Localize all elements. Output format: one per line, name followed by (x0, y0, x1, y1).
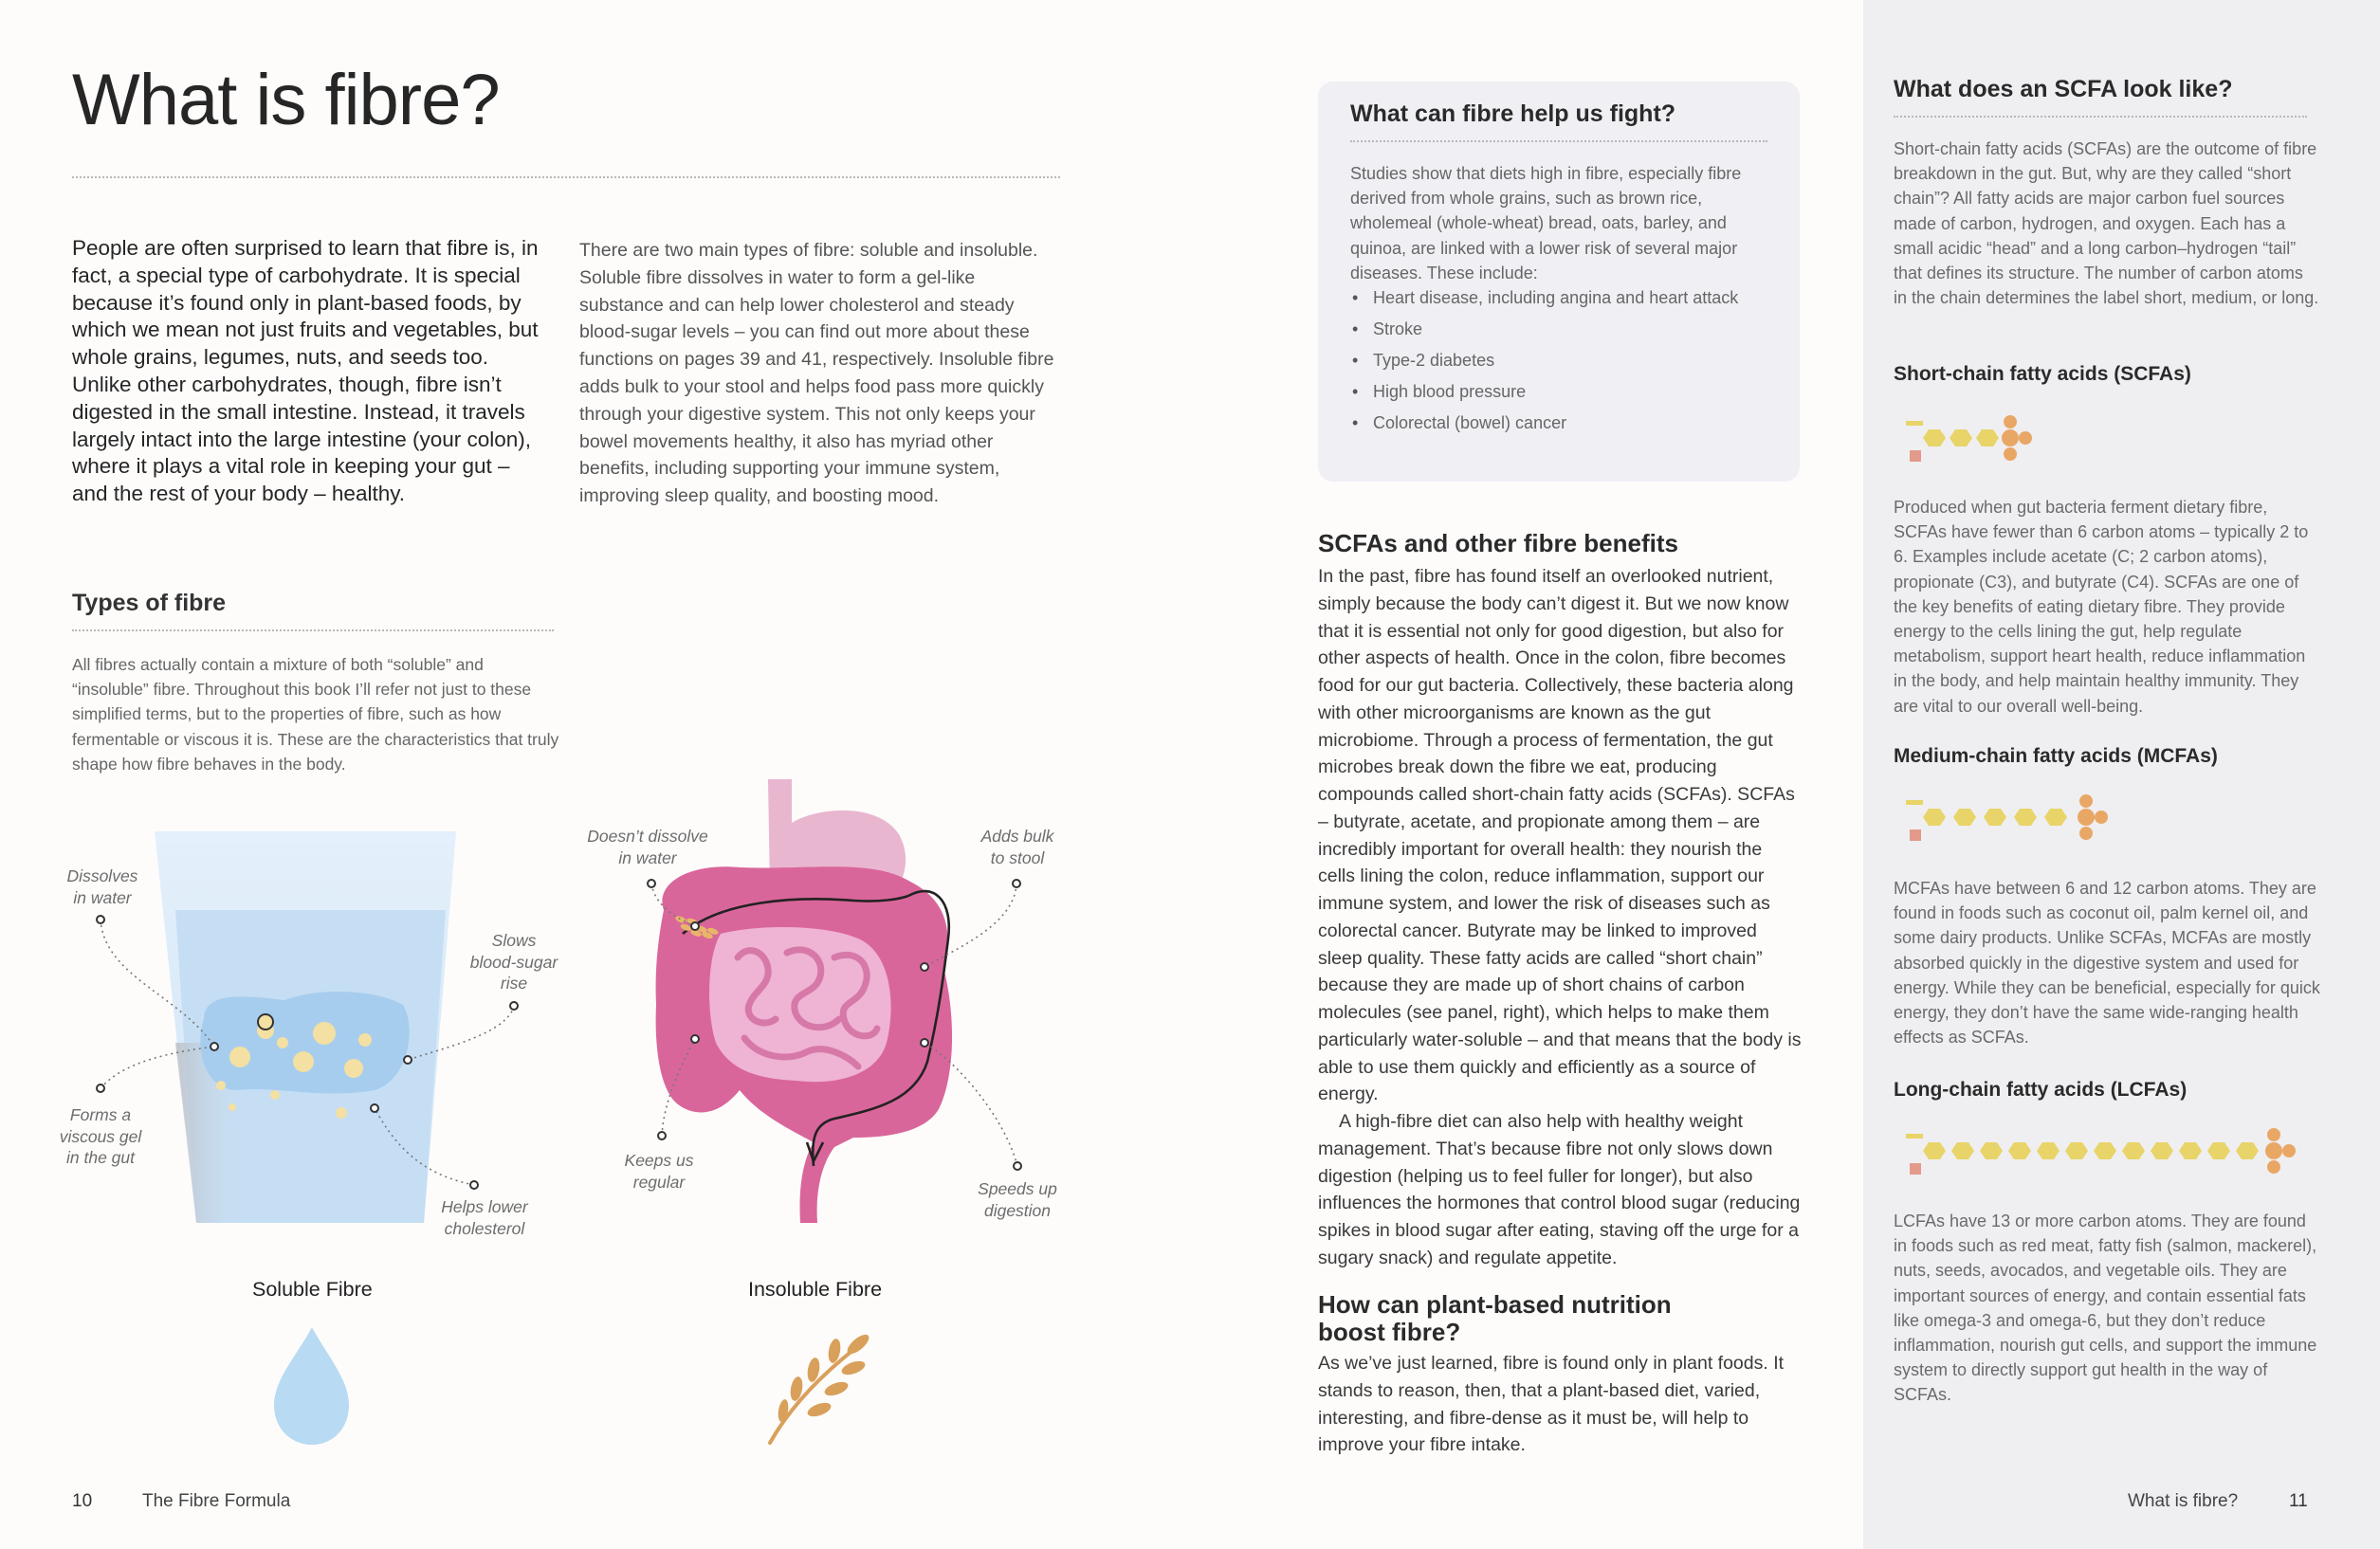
scfa-benefits-body (1318, 563, 1802, 1272)
callout-keeps-us-regular: Keeps us regular (624, 1151, 694, 1192)
page-title: What is fibre? (72, 60, 500, 140)
scfa-look-intro: Short-chain fatty acids (SCFAs) are the outcome of fibre breakdown in the gut. But, why are they called “short chain”? All fatty acids are major carbon fuel sources made of carbon, hydrogen, and oxygen. Each has a small acidic “head” and a long carbon–hydrogen “tail” that defines its structure. The number of carbon atoms in the chain determines the label short, medium, or long. (1894, 139, 2319, 308)
callout-speeds-up-digestion: Speeds up digestion (978, 1179, 1057, 1220)
types-of-fibre-body: All fibres actually contain a mixture of both “soluble” and “insoluble” fibre. Throughout this book I’ll refer not just to these simplified terms, but to the properties of fibre, such as how fermentable or viscous it is. These are the characteristics that truly shape how fibre behaves in the body. (72, 655, 559, 774)
medium-chain-molecule-icon (1896, 789, 2314, 855)
scfa-paragraph-1: In the past, fibre has found itself an overlooked nutrient, simply because the body can’t digest it. But we now know that it is essential not only for good digestion, but also for other aspects of health. Once in the colon, fibre becomes food for our gut bacteria. Collectively, these bacteria along with other microorganisms are known as the gut microbiome. Through a process of fermentation, the gut microbes break down the fibre we eat, producing compounds called short-chain fatty acids (SCFAs). SCFAs – butyrate, acetate, and propionate among them – are incredibly important for overall health: they nourish the cells lining the colon, reduce inflammation, support our immune system, and lower the risk of diseases such as colorectal cancer. Butyrate may be linked to improved sleep quality. These fatty acids are called “short chain” because they are made up of short chains of carbon molecules (see panel, right), which helps to make them particularly water-soluble – and that means that the body is able to use them quickly and efficiently as a source of energy. (1318, 566, 1802, 1105)
types-divider (72, 629, 554, 631)
intro-paragraph: People are often surprised to learn that fibre is, in fact, a special type of carbohydrate. It is special because it’s found only in plant-based foods, by which we mean not just fruits and vegetables, but whole grains, legumes, nuts, and seeds too. Unlike other carbohydrates, though, fibre isn’t digested in the small intestine. Instead, it travels largely intact into the large intestine (your colon), where it plays a vital role in keeping your gut – and the rest of your body – healthy. (72, 236, 539, 506)
short-chain-body: Produced when gut bacteria ferment dietary fibre, SCFAs have fewer than 6 carbon atoms – typically 2 to 6. Examples include acetate (C; 2 carbon atoms), propionate (C3), and butyrate (C4). SCFAs are one of the key benefits of eating dietary fibre. They provide energy to the cells lining the gut, help regulate metabolism, support heart health, reduce inflammation in the body, and help maintain healthy immunity. They are vital to our overall well-being. (1894, 498, 2309, 716)
disease-list (1350, 282, 1777, 439)
page-number-left: 10 (72, 1491, 93, 1511)
page-number-right: 11 (2289, 1491, 2308, 1511)
callout-forms-viscous-gel: Forms a viscous gel in the gut (59, 1105, 142, 1167)
fight-divider (1350, 140, 1767, 142)
fight-body: Studies show that diets high in fibre, especially fibre derived from whole grains, such as brown rice, wholemeal (whole-wheat) bread, oats, barley, and quinoa, are linked with a lower risk of several major diseases. These include: (1350, 164, 1742, 282)
scfa-look-heading: What does an SCFA look like? (1894, 76, 2233, 102)
medium-chain-body: MCFAs have between 6 and 12 carbon atoms. They are found in foods such as coconut oil, palm kernel oil, and some dairy products. Unlike SCFAs, MCFAs are mostly absorbed quickly in the digestive system and used for energy. While they can be beneficial, especially for quick energy, they don’t have the same wide-ranging health effects as SCFAs. (1894, 879, 2320, 1048)
two-types-paragraph: There are two main types of fibre: soluble and insoluble. Soluble fibre dissolves in water to form a gel-like substance and can help lower cholesterol and steady blood-sugar levels – you can find out more about these functions on pages 39 and 41, respectively. Insoluble fibre adds bulk to your stool and helps food pass more quickly through your digestive system. This not only keeps your bowel movements healthy, it also has myriad other benefits, including supporting your immune system, improving sleep quality, and boosting mood. (579, 240, 1054, 507)
long-chain-body: LCFAs have 13 or more carbon atoms. They are found in foods such as red meat, fatty fish (salmon, mackerel), nuts, seeds, avocados, and vegetable oils. They are important sources of energy, and contain essential fats like omega-3 and omega-6, but they don’t reduce inflammation, nourish gut cells, and support the immune system to directly support gut health in the way of SCFAs. (1894, 1212, 2317, 1405)
book-title-footer: The Fibre Formula (142, 1491, 291, 1511)
list-item: • High blood pressure (1350, 376, 1777, 408)
scfa-paragraph-2: A high-fibre diet can also help with healthy weight management. That’s because fibre not only slows down digestion (helping us to feel fuller for longer), but also influences the hormones that control blood sugar (reducing spikes in blood sugar after eating, staving off the urge for a sugary snack) and regulate appetite. (1318, 1111, 1801, 1268)
callout-slows-blood-sugar: Slows blood-sugar rise (469, 931, 558, 993)
callout-adds-bulk: Adds bulk to stool (980, 827, 1054, 867)
wheat-icon (770, 1331, 872, 1443)
title-divider (72, 176, 1060, 178)
long-chain-heading: Long-chain fatty acids (LCFAs) (1894, 1079, 2188, 1101)
medium-chain-heading: Medium-chain fatty acids (MCFAs) (1894, 745, 2218, 767)
types-of-fibre-heading: Types of fibre (72, 590, 227, 616)
boost-fibre-heading: How can plant-based nutrition boost fibre? (1318, 1290, 1672, 1346)
short-chain-heading: Short-chain fatty acids (SCFAs) (1894, 363, 2191, 385)
long-chain-molecule-icon (1896, 1122, 2314, 1189)
section-title-footer: What is fibre? (2128, 1491, 2239, 1511)
list-item: • Colorectal (bowel) cancer (1350, 408, 1777, 439)
list-item: • Heart disease, including angina and heart attack (1350, 282, 1777, 314)
list-item: • Type-2 diabetes (1350, 345, 1777, 376)
fight-heading: What can fibre help us fight? (1350, 100, 1676, 127)
soluble-fibre-label: Soluble Fibre (252, 1278, 373, 1301)
callout-doesnt-dissolve: Doesn’t dissolve in water (587, 827, 708, 867)
short-chain-molecule-icon (1896, 410, 2314, 476)
insoluble-fibre-label: Insoluble Fibre (748, 1278, 883, 1301)
glass-of-water-illustration (155, 831, 456, 1223)
water-drop-icon (274, 1327, 349, 1445)
boost-fibre-body: As we’ve just learned, fibre is found only in plant foods. It stands to reason, then, that a plant-based diet, varied, interesting, and fibre-dense as it must be, will help to improve your fibre intake. (1318, 1353, 1785, 1456)
callout-helps-lower-cholesterol: Helps lower cholesterol (441, 1197, 528, 1238)
scfa-benefits-heading: SCFAs and other fibre benefits (1318, 529, 1678, 557)
list-item: • Stroke (1350, 314, 1777, 345)
scfa-look-divider (1894, 116, 2307, 118)
fibre-figures (0, 768, 1081, 1469)
callout-dissolves-in-water: Dissolves in water (66, 866, 138, 907)
